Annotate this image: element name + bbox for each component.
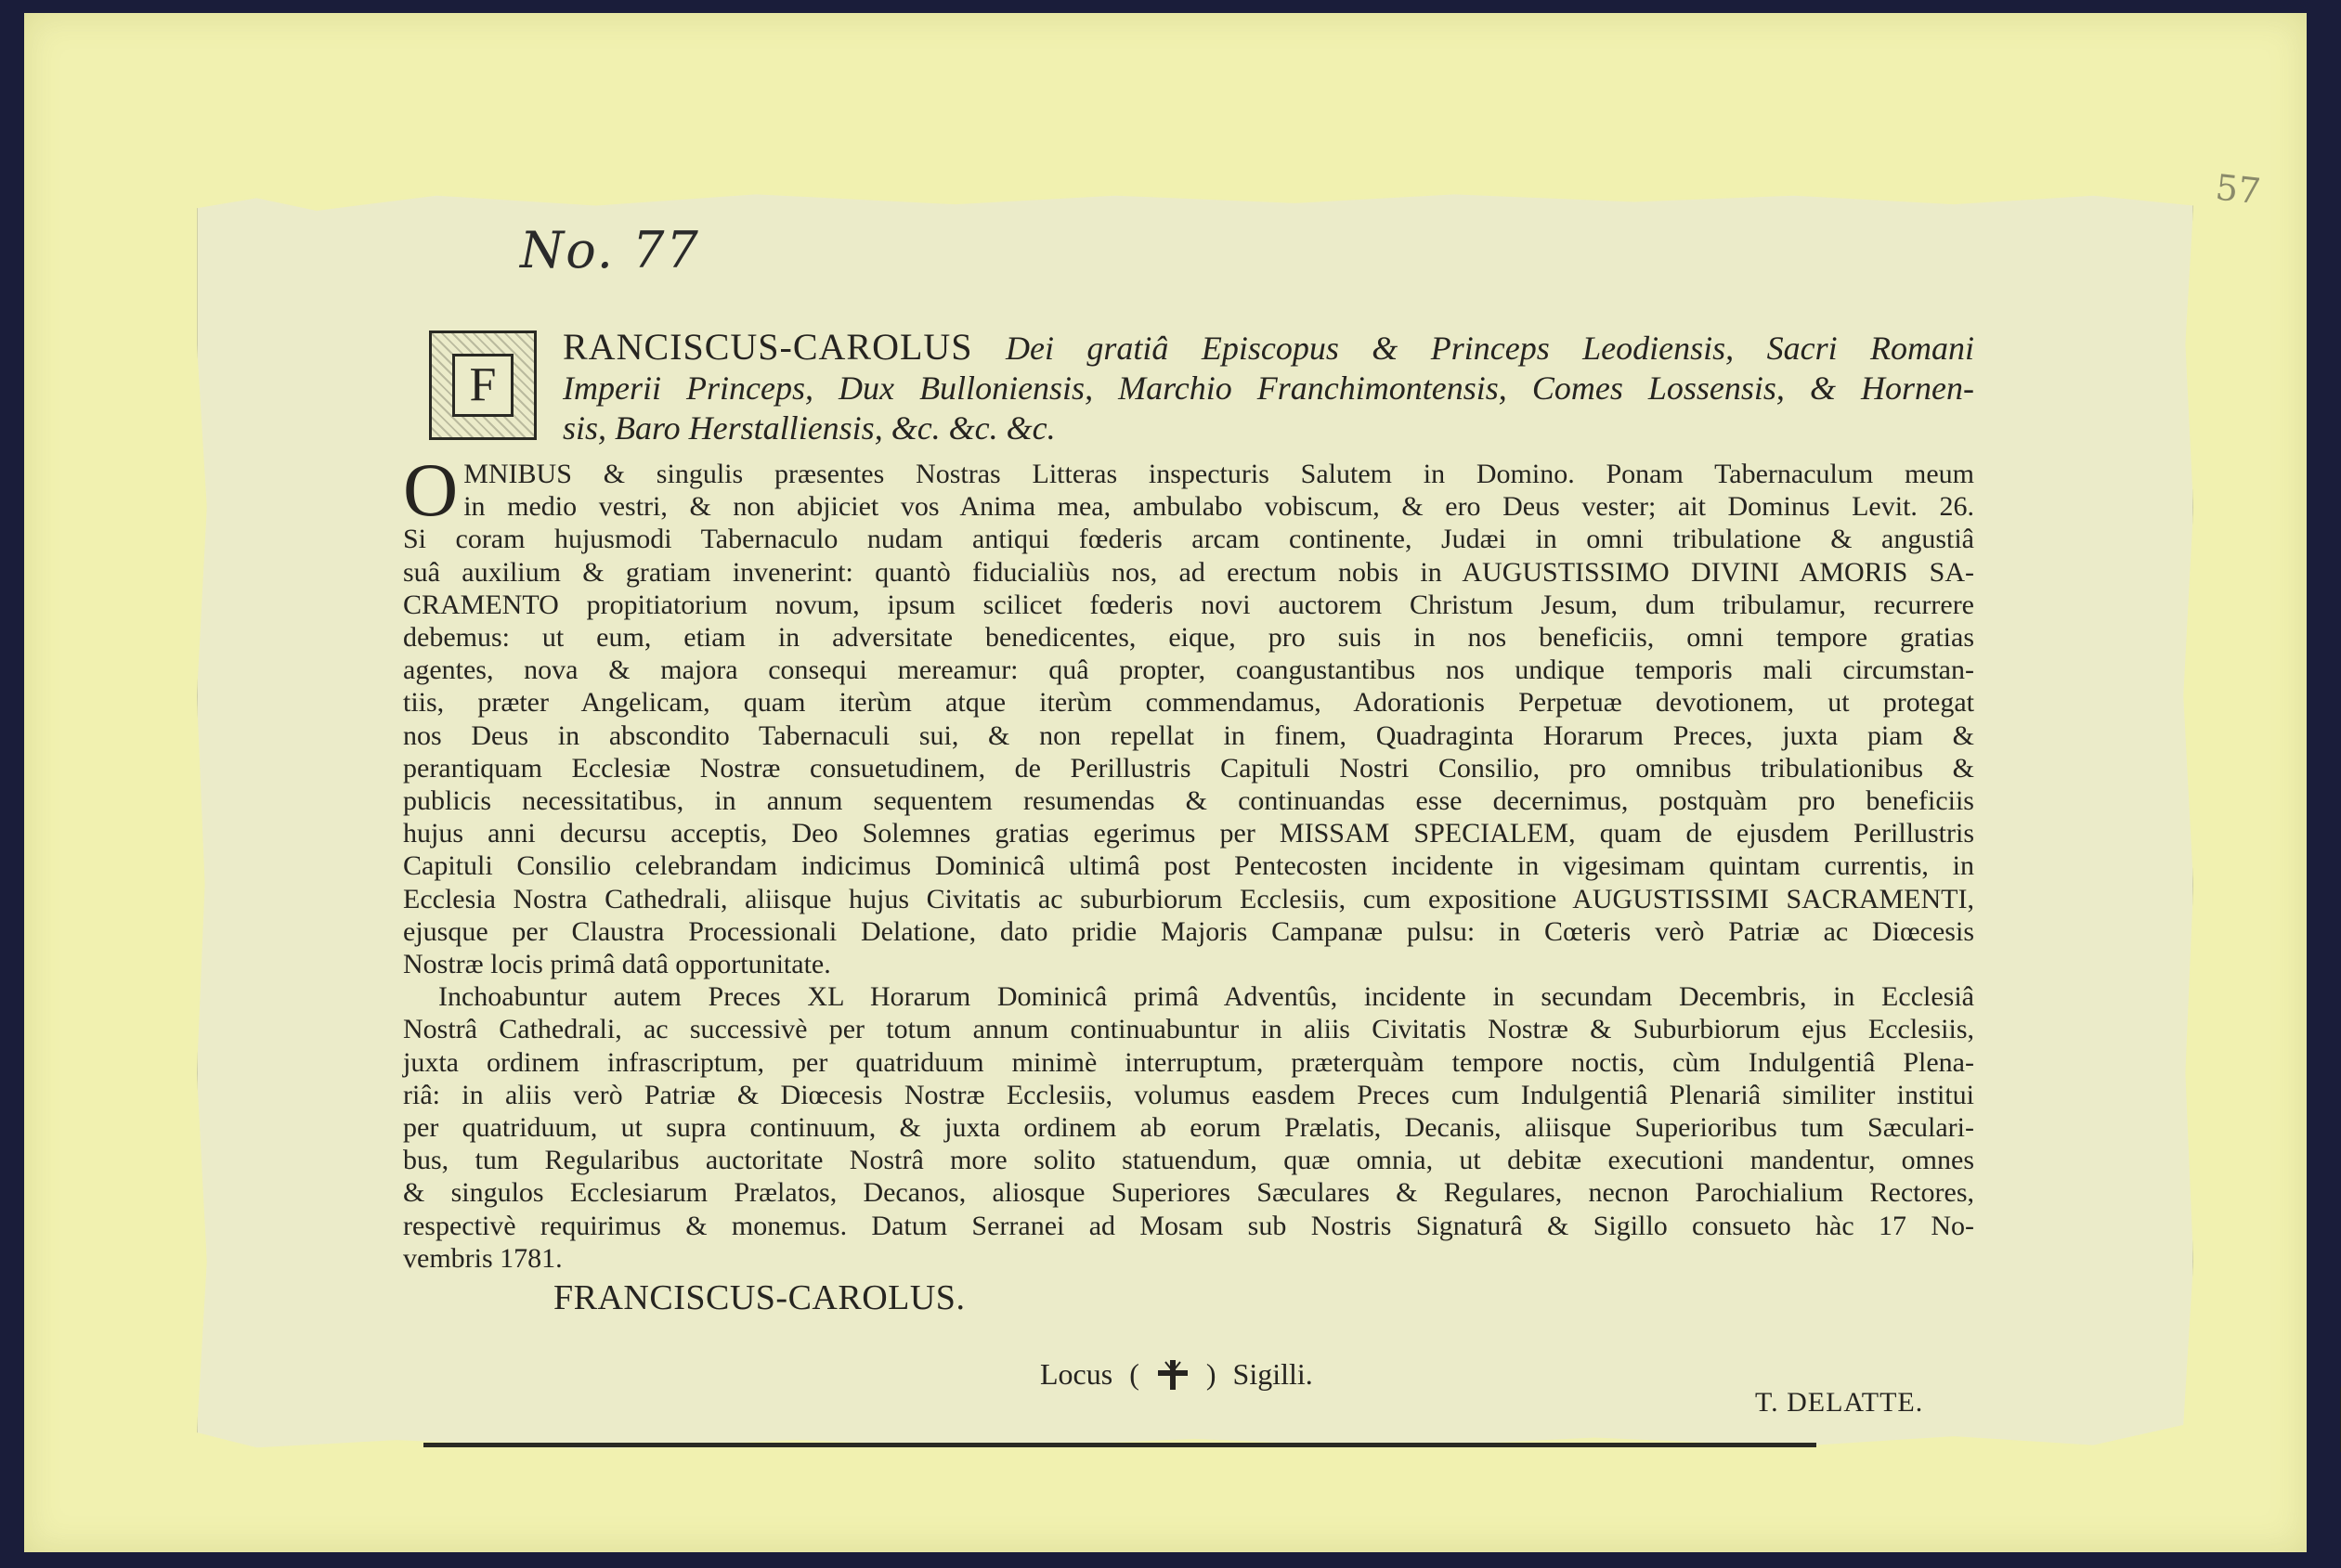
text-line: respectivè requirimus & monemus. Datum Serranei ad Mosam sub Nostris Signaturâ & Sigillo consueto hàc 17 No- xyxy=(403,1210,1974,1241)
text-line: Capituli Consilio celebrandam indicimus Dominicâ ultimâ post Pentecosten incidente in vigesimam quintam currentis, in xyxy=(403,850,1974,882)
cross-icon xyxy=(1156,1358,1190,1392)
text-line: publicis necessitatibus, in annum sequentem resumendas & continuandas esse decernimus, postquàm pro beneficiis xyxy=(403,785,1974,817)
text-line: ejusque per Claustra Processionali Delatione, dato pridie Majoris Campanæ pulsu: in Cœteris verò Patriæ ac Diœcesis xyxy=(403,915,1974,947)
text-line: nos Deus in abscondito Tabernaculi sui, & non repellat in finem, Quadraginta Horarum Preces, juxta piam & xyxy=(403,719,1974,751)
paragraph-2 xyxy=(403,980,1974,1275)
text-line: suâ auxilium & gratiam invenerint: quantò fiducialiùs nos, ad erectum nobis in AUGUSTISSIMO DIVINI AMORIS SA- xyxy=(403,556,1974,588)
signature: FRANCISCUS-CAROLUS. xyxy=(553,1278,966,1317)
text-line: tiis, præter Angelicam, quam iterùm atque iterùm commendamus, Adorationis Perpetuæ devotionem, ut protegat xyxy=(403,687,1974,719)
sheet-shadow-line xyxy=(423,1443,1816,1447)
heading-line: RANCISCUS-CAROLUS Dei gratiâ Episcopus & Princeps Leodiensis, Sacri Romani xyxy=(563,326,1975,368)
text-line: Inchoabuntur autem Preces XL Horarum Dominicâ primâ Adventûs, incidente in secundam Decembris, in Ecclesiâ xyxy=(438,981,1974,1013)
text-line: per quatriduum, ut supra continuum, & juxta ordinem ab eorum Prælatis, Decanis, aliisque Superioribus tum Sæculari- xyxy=(403,1112,1974,1144)
text-line: CRAMENTO propitiatorium novum, ipsum scilicet fœderis novi auctorem Christum Jesum, dum tribulamur, recurrere xyxy=(403,589,1974,620)
initial-letter: F xyxy=(452,354,514,417)
text-line: & singulos Ecclesiarum Prælatos, Decanos, aliosque Superiores Sæculares & Regulares, necnon Parochialium Rectores, xyxy=(403,1177,1974,1209)
handwritten-number: No. 77 xyxy=(520,221,700,279)
heading xyxy=(403,327,1974,448)
paragraph-1 xyxy=(403,447,1974,980)
text-line: agentes, nova & majora consequi mereamur: quâ propter, coangustantibus nos undique temporis mali circumstan- xyxy=(403,654,1974,686)
pencil-note: 57 xyxy=(2213,166,2263,213)
text-line: vembris 1781. xyxy=(403,1242,563,1274)
text-line: perantiquam Ecclesiæ Nostræ consuetudinem, de Perillustris Capituli Nostri Consilio, pro omnibus tribulationibus & xyxy=(403,752,1974,784)
locus-open-paren: ( xyxy=(1129,1357,1139,1391)
heading-lines xyxy=(403,327,1974,448)
text-line: Nostrâ Cathedrali, ac successivè per totum annum continuabuntur in aliis Civitatis Nostræ & Suburbiorum ejus Ecclesiis, xyxy=(403,1014,1974,1045)
text-line: Nostræ locis primâ datâ opportunitate. xyxy=(403,949,831,980)
text-line: riâ: in aliis verò Patriæ & Diœcesis Nostræ Ecclesiis, volumus easdem Preces cum Indulgentiâ Plenariâ similiter institui xyxy=(403,1079,1974,1110)
heading-line: sis, Baro Herstalliensis, &c. &c. &c. xyxy=(563,409,1056,447)
locus-label: Locus xyxy=(1040,1357,1113,1391)
text-line: bus, tum Regularibus auctoritate Nostrâ more solito statuendum, quæ omnia, ut debitæ executioni mandentur, omnes xyxy=(403,1145,1974,1176)
text-line: debemus: ut eum, etiam in adversitate benedicentes, eique, pro suis in nos beneficiis, omni tempore gratias xyxy=(403,622,1974,654)
text-line: Ecclesia Nostra Cathedrali, aliisque hujus Civitatis ac suburbiorum Ecclesiis, cum expositione AUGUSTISSIMI SACRAMENTI, xyxy=(403,883,1974,914)
sigilli-label: Sigilli. xyxy=(1232,1357,1313,1391)
text-line: in medio vestri, & non abjiciet vos Anima mea, ambulabo vobiscum, & ero Deus vester; ait Dominus Levit. 26. xyxy=(463,491,1974,523)
text-line: MNIBUS & singulis præsentes Nostras Litteras inspecturis Salutem in Domino. Ponam Tabernaculum meum xyxy=(463,459,1974,489)
body-initial: O xyxy=(403,447,459,532)
ornamental-initial xyxy=(429,330,537,440)
text-line: juxta ordinem infrascriptum, per quatriduum minimè interruptum, præterquàm tempore noctis, cùm Indulgentiâ Plena- xyxy=(403,1046,1974,1078)
locus-close-paren: ) xyxy=(1205,1357,1216,1391)
text-line: hujus anni decursu acceptis, Deo Solemnes gratias egerimus per MISSAM SPECIALEM, quam de ejusdem Perillustris xyxy=(403,818,1974,849)
heading-line: Imperii Princeps, Dux Bulloniensis, Marchio Franchimontensis, Comes Lossensis, & Hornen- xyxy=(563,369,1974,407)
secretary-signature: T. DELATTE. xyxy=(1755,1387,1924,1418)
text-line: Si coram hujusmodi Tabernaculo nudam antiqui fœderis arcam continente, Judæi in omni tribulatione & angustiâ xyxy=(403,524,1974,555)
document-text xyxy=(403,327,1974,1275)
seal-placeholder xyxy=(1040,1357,1313,1392)
